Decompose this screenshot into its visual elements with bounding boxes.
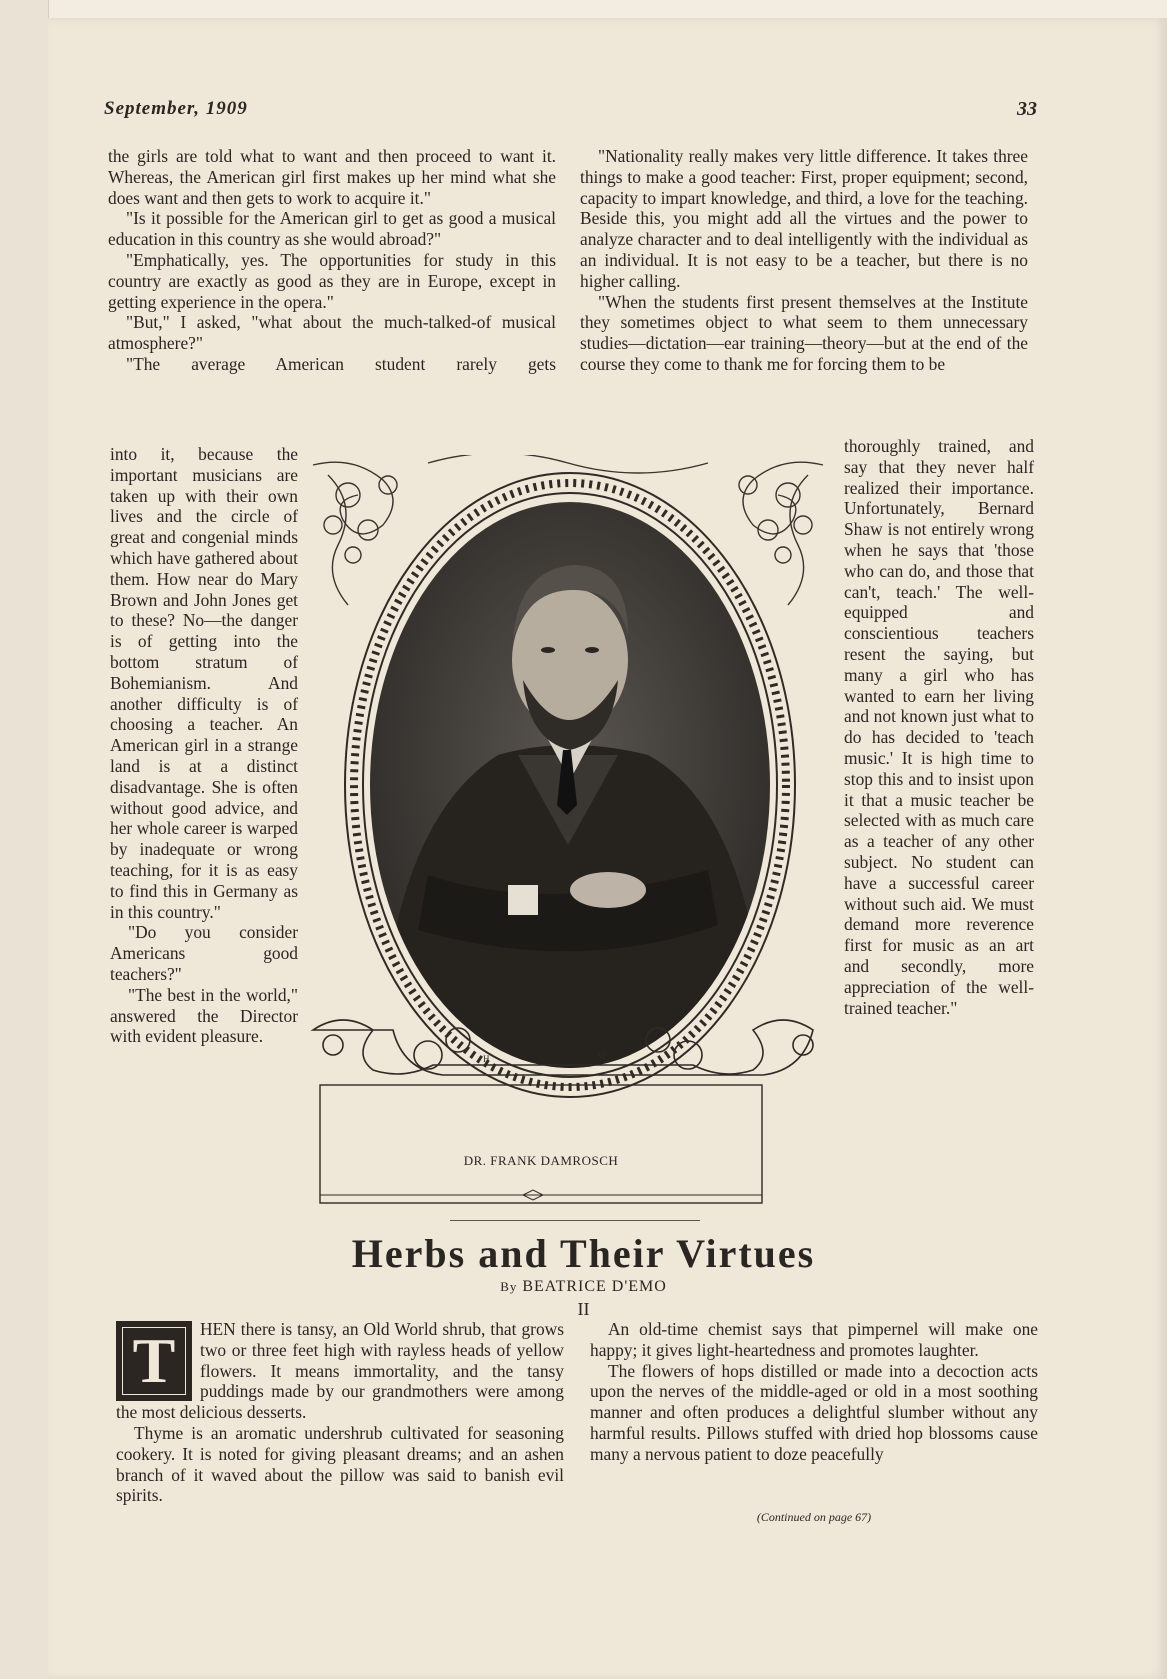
paragraph: HEN there is tansy, an Old World shrub, that grows two or three feet high with rayless heads of yellow flowers. It means immortality, and the tansy puddings made by our grandmothers were among the most delicious desserts.: [116, 1319, 564, 1423]
page-header: [104, 98, 1037, 122]
paragraph: "Nationality really makes very little difference. It takes three things to make a good teacher: First, proper equipment; second, capacity to impart knowledge, and third, a love for the teaching. Beside this, you might add all the virtues and the power to analyze character and to deal intelligently with the individual as an individual. It is not easy to be a teacher, but there is no higher calling.: [580, 146, 1028, 291]
paragraph: "But," I asked, "what about the much-talked-of musical atmosphere?": [108, 312, 556, 354]
section-divider: [450, 1220, 700, 1221]
paragraph: into it, because the important musicians are taken up with their own lives and the circle of great and congenial minds which have gathered about them. How near do Mary Brown and John Jones get to these? No—the danger is of getting into the bottom stratum of Bohemianism. And another difficulty is of choosing a teacher. An American girl in a strange land is at a distinct disadvantage. She is often without good advice, and her whole career is warped by inadequate or wrong teaching, for it is as easy to find this in Germany as in this country.": [110, 444, 298, 922]
right-column-narrow: [844, 436, 1034, 1018]
paragraph: thoroughly trained, and say that they never half realized their importance. Unfortunately, Bernard Shaw is not entirely wrong when he says that 'those who can do, and those that can't, teach.' The well-equipped and conscientious teachers resent the saying, but many a girl who has wanted to earn her living and not known just what to do has decided to 'teach music.' It is high time to stop this and to insist upon it that a music teacher be selected with as much care as a teacher of any other subject. No student can have a successful career without such aid. We must demand more reverence first for music as an art and secondly, more appreciation of the well-trained teacher.": [844, 436, 1034, 1018]
paragraph: "Emphatically, yes. The opportunities for study in this country are exactly as good as they are in Europe, except in getting experience in the opera.": [108, 249, 556, 312]
adjacent-page-edge: [0, 0, 49, 1679]
portrait-caption: DR. FRANK DAMROSCH: [463, 1153, 619, 1168]
continued-notice: (Continued on page 67): [756, 1510, 872, 1524]
paragraph: "The average American student rarely gets: [126, 353, 556, 374]
drop-cap: T: [116, 1321, 192, 1401]
ornate-oval-frame: [308, 455, 828, 1207]
paragraph: "Is it possible for the American girl to get as good a musical education in this country as she would abroad?": [108, 208, 556, 250]
paragraph: "The best in the world," answered the Director with evident pleasure.: [110, 984, 298, 1047]
paragraph: Thyme is an aromatic undershrub cultivated for seasoning cookery. It is noted for giving pleasant dreams; and an ashen branch of it waved about the pillow was said to banish evil spirits.: [116, 1422, 564, 1506]
byline-author: BEATRICE D'EMO: [522, 1278, 667, 1295]
issue-date: September, 1909: [104, 98, 248, 119]
page-number: 33: [1017, 98, 1037, 120]
artist-initial-right: W: [598, 1051, 607, 1061]
right-column-top: [580, 146, 1028, 375]
paragraph: An old-time chemist says that pimpernel will make one happy; it gives light-heartedness and promotes laughter.: [590, 1319, 1038, 1360]
paragraph: "When the students first present themselves at the Institute they sometimes object to what seem to them unnecessary studies—dictation—ear training—theory—but at the end of the course they come to thank me for forcing them to be: [580, 291, 1028, 374]
paragraph: The flowers of hops distilled or made into a decoction acts upon the nerves of the middle-aged or old in a most soothing manner and often produces a delightful slumber without any harmful results. Pillows stuffed with dried hop blossoms cause many a nervous patient to doze peacefully: [590, 1360, 1038, 1464]
article-part: II: [577, 1299, 590, 1319]
artist-initial-left: H: [483, 1054, 490, 1064]
article-title: Herbs and Their Virtues: [351, 1231, 816, 1276]
paragraph: "Do you consider Americans good teachers?": [110, 922, 298, 984]
portrait-illustration: [308, 455, 828, 1207]
byline-by: By: [500, 1279, 518, 1294]
article-left-column: [116, 1319, 564, 1506]
left-column-narrow: [110, 444, 298, 1047]
article-byline: [0, 1278, 1167, 1296]
article-right-column: [590, 1319, 1038, 1465]
left-column-top: [108, 146, 556, 375]
paragraph: the girls are told what to want and then proceed to want it. Whereas, the American girl first makes up her mind what she does want and then gets to work to acquire it.": [108, 146, 556, 208]
